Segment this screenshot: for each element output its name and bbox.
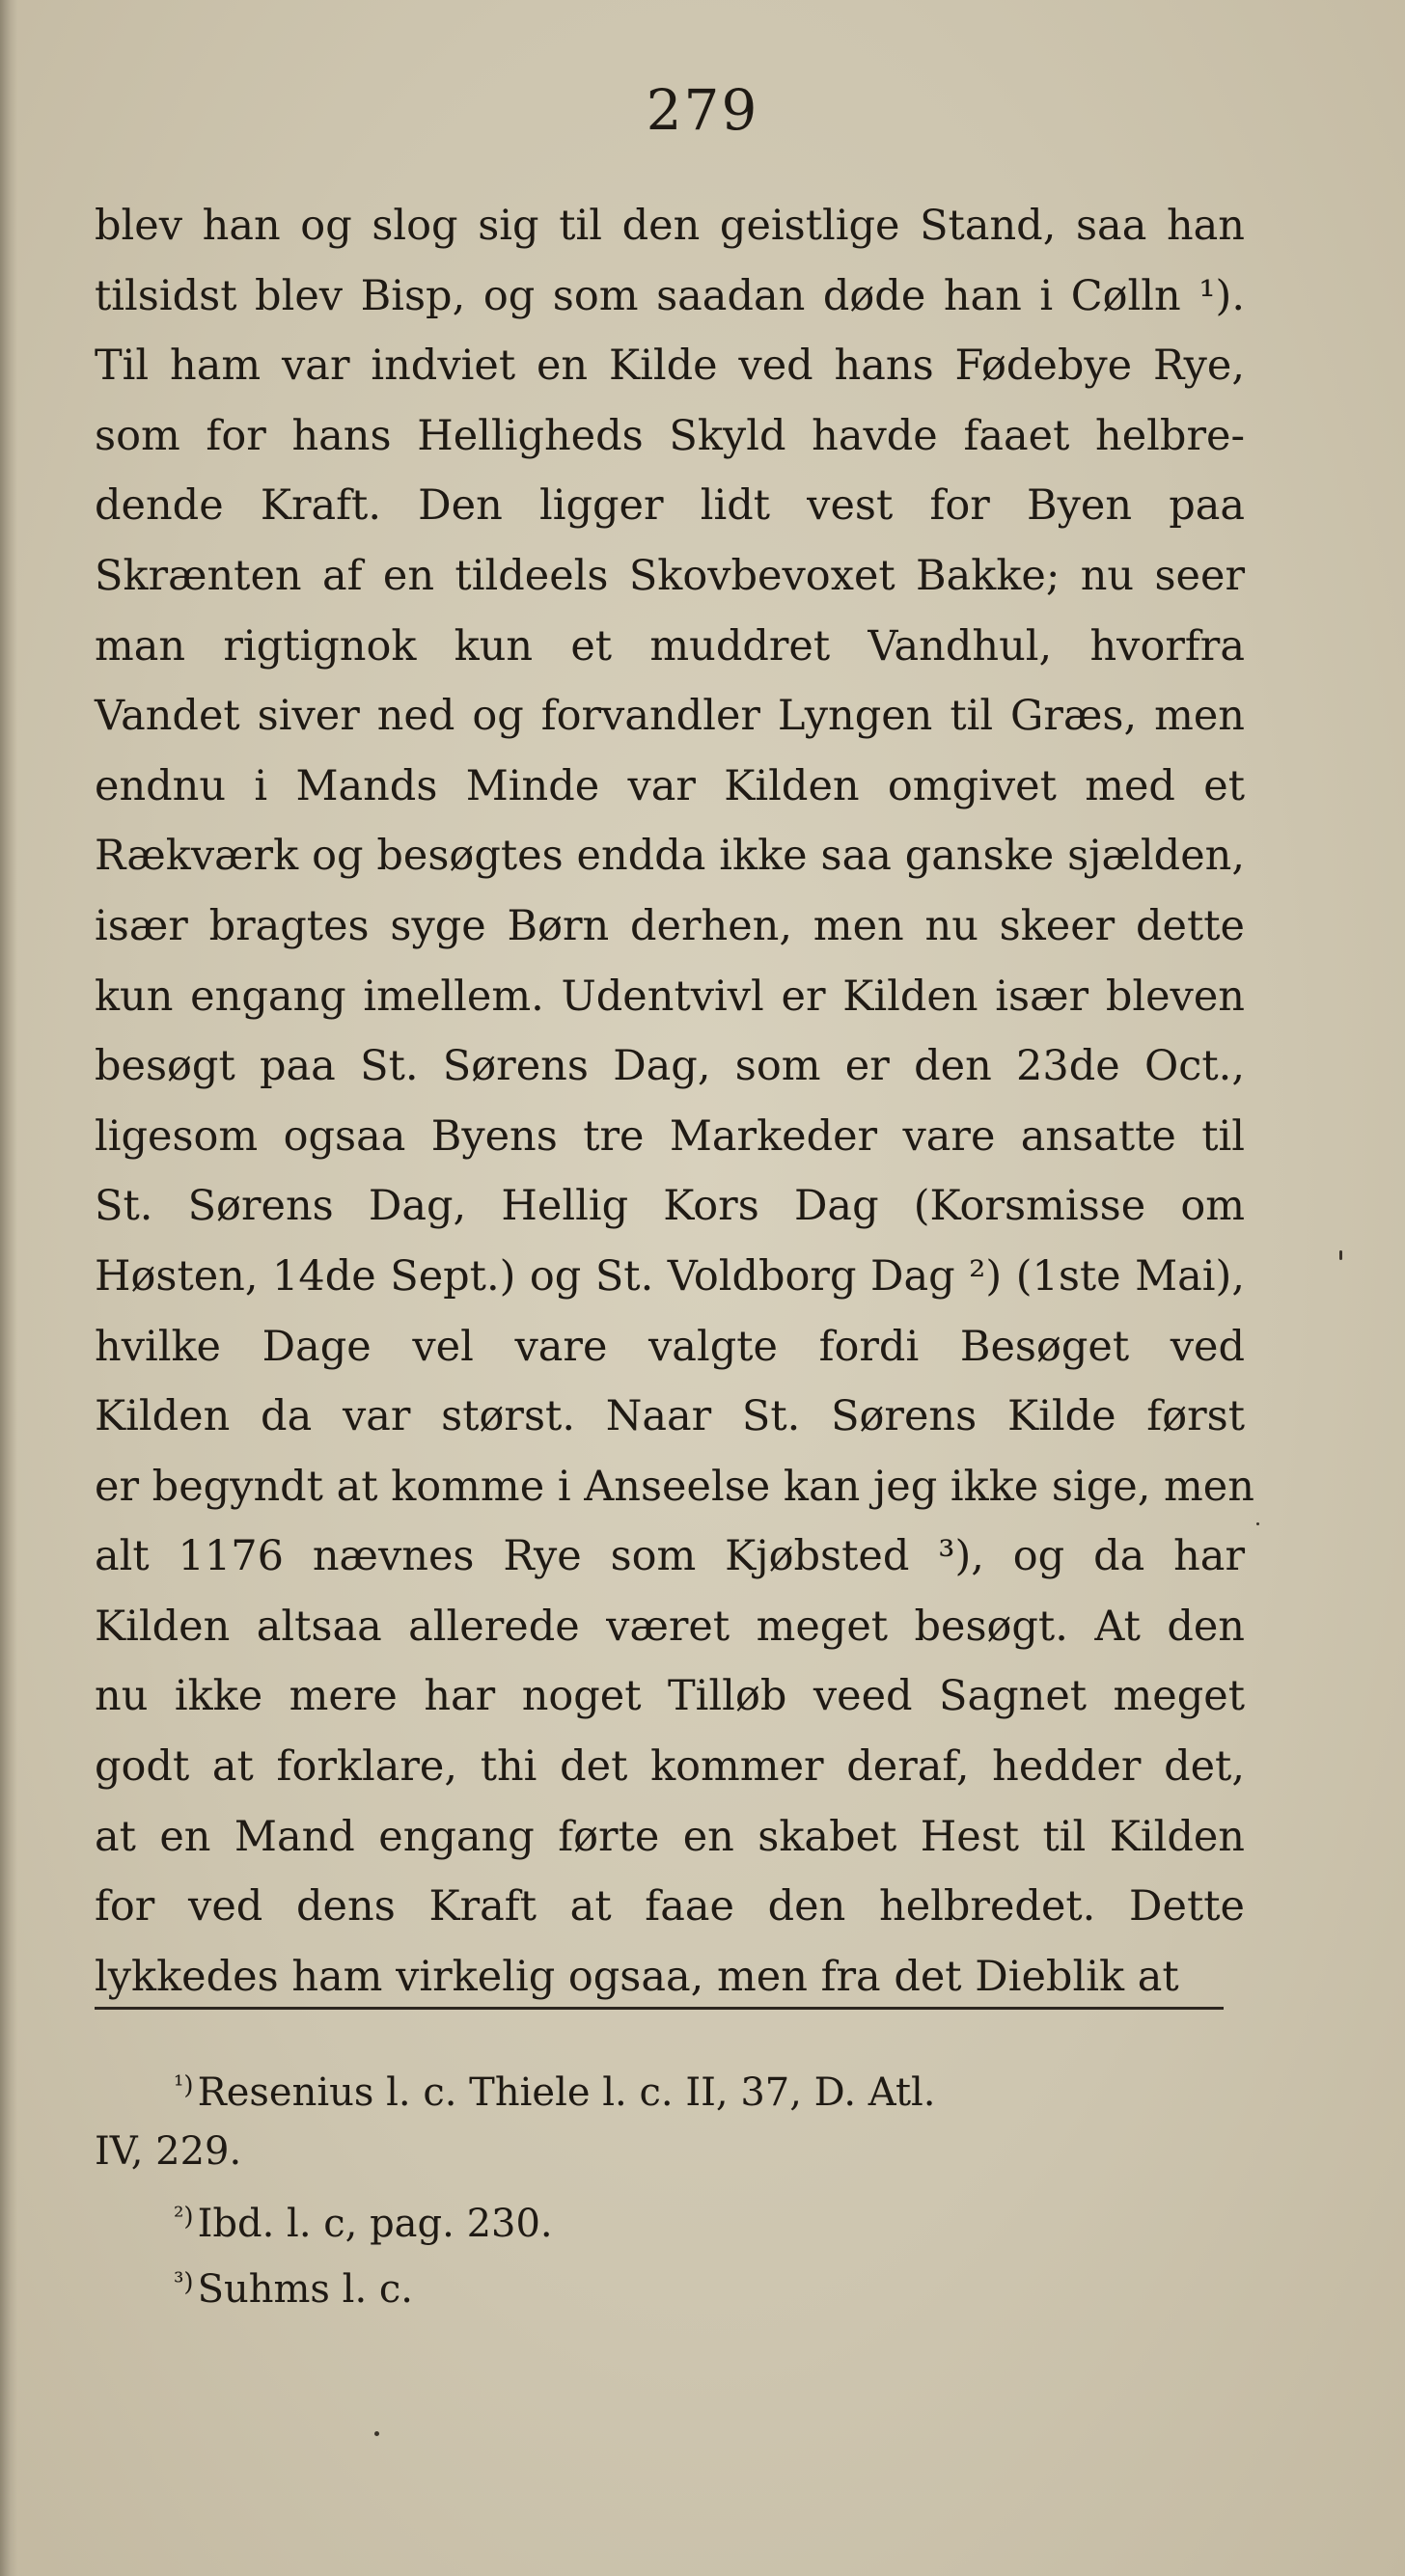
- text-line: tilsidst blev Bisp, og som saadan døde han i Cølln ¹).: [95, 271, 1245, 320]
- footnote-divider: [95, 2007, 1224, 2010]
- text-line: besøgt paa St. Sørens Dag, som er den 23de Oct.,: [95, 1042, 1245, 1091]
- paper-speck: [1256, 1522, 1259, 1525]
- text-line: som for hans Helligheds Skyld havde faaet helbre-: [95, 411, 1245, 460]
- page-binding-edge: [0, 0, 17, 2576]
- text-line: især bragtes syge Børn derhen, men nu skeer dette: [95, 901, 1245, 950]
- body-text: [95, 191, 1254, 2012]
- footnote-3: [95, 2250, 1245, 2316]
- text-line: Skrænten af en tildeels Skovbevoxet Bakke; nu seer: [95, 551, 1245, 600]
- footnote-1-continuation: [95, 2119, 1245, 2184]
- text-line: ligesom ogsaa Byens tre Markeder vare ansatte til: [95, 1111, 1245, 1161]
- paper-speck: [1339, 1250, 1342, 1260]
- text-line: Vandet siver ned og forvandler Lyngen til Græs, men: [95, 692, 1245, 741]
- text-line: alt 1176 nævnes Rye som Kjøbsted ³), og da har: [95, 1532, 1245, 1581]
- footnote-mark: ³): [174, 2268, 194, 2297]
- text-line: Rækværk og besøgtes endda ikke saa ganske sjælden,: [95, 832, 1245, 881]
- text-line: blev han og slog sig til den geistlige Stand, saa han: [95, 202, 1245, 250]
- text-line: kun engang imellem. Udentvivl er Kilden især bleven: [95, 972, 1245, 1021]
- text-line: hvilke Dage vel vare valgte fordi Besøget ved: [95, 1322, 1245, 1371]
- text-line: godt at forklare, thi det kommer deraf, hedder det,: [95, 1742, 1245, 1792]
- text-line: Kilden altsaa allerede været meget besøgt. At den: [95, 1602, 1245, 1651]
- text-line: Til ham var indviet en Kilde ved hans Fødebye Rye,: [95, 342, 1245, 391]
- footnote-mark: ²): [174, 2203, 194, 2232]
- footnote-text: IV, 229.: [95, 2129, 242, 2174]
- paper-speck: [374, 2431, 379, 2436]
- text-line: dende Kraft. Den ligger lidt vest for Byen paa: [95, 481, 1245, 531]
- footnote-text: Resenius l. c. Thiele l. c. II, 37, D. Atl.: [197, 2070, 936, 2115]
- page-number: 279: [646, 77, 759, 143]
- footnote-text: Suhms l. c.: [197, 2267, 414, 2312]
- text-line: endnu i Mands Minde var Kilden omgivet med et: [95, 761, 1245, 810]
- text-line: Kilden da var størst. Naar St. Sørens Kilde først: [95, 1392, 1245, 1441]
- text-line: at en Mand engang førte en skabet Hest til Kilden: [95, 1812, 1245, 1861]
- text-line: er begyndt at komme i Anseelse kan jeg ikke sige, men: [95, 1462, 1254, 1511]
- text-line: for ved dens Kraft at faae den helbredet. Dette: [95, 1882, 1245, 1932]
- footnote-mark: ¹): [174, 2071, 194, 2100]
- footnote-text: Ibd. l. c, pag. 230.: [197, 2202, 553, 2246]
- text-line: Høsten, 14de Sept.) og St. Voldborg Dag ²) (1ste Mai),: [95, 1251, 1245, 1301]
- text-line: lykkedes ham virkelig ogsaa, men fra det Dieblik at: [95, 1952, 1179, 2001]
- footnotes: [95, 2053, 1245, 2316]
- text-line: St. Sørens Dag, Hellig Kors Dag (Korsmisse om: [95, 1182, 1245, 1231]
- footnote-2: [95, 2184, 1245, 2250]
- text-line: man rigtignok kun et muddret Vandhul, hvorfra: [95, 621, 1245, 671]
- text-line: nu ikke mere har noget Tilløb veed Sagnet meget: [95, 1672, 1245, 1721]
- footnote-1: [95, 2053, 1245, 2119]
